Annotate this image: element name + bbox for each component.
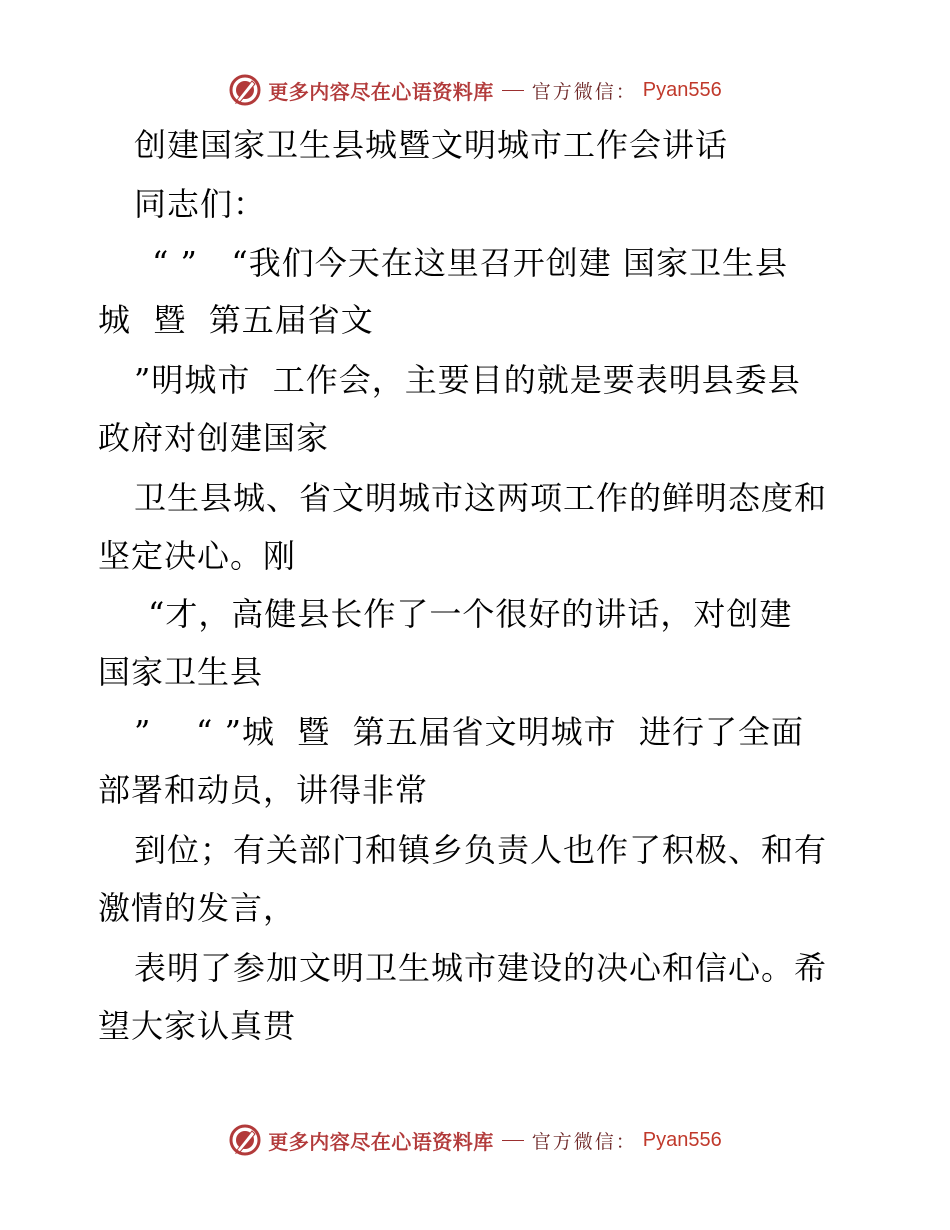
banner-wechat-label: 官方微信： <box>531 1130 637 1153</box>
salutation: 同志们： <box>134 185 267 223</box>
pen-logo-icon <box>228 1123 262 1157</box>
banner-wechat-id: Pyan556 <box>642 1128 722 1151</box>
paragraph-line: 坚定决心。刚 <box>98 537 297 575</box>
footer-banner <box>0 1118 950 1162</box>
banner-wechat-id: Pyan556 <box>642 78 722 101</box>
paragraph-line: 激情的发言， <box>98 889 297 927</box>
pen-logo-icon <box>228 73 262 107</box>
paragraph-line: ”明城市 工作会，主要目的就是要表明县委县 <box>134 361 801 399</box>
paragraph-line: “才，高健县长作了一个很好的讲话，对创建 <box>148 595 793 633</box>
banner-dash <box>502 1140 524 1141</box>
paragraph-line: ” “ ”城 暨 第五届省文明城市 进行了全面 <box>134 713 804 751</box>
document-title: 创建国家卫生县城暨文明城市工作会讲话 <box>134 126 729 164</box>
header-banner <box>0 68 950 112</box>
paragraph-line: 城 暨 第五届省文 <box>98 301 374 339</box>
banner-wechat-label: 官方微信： <box>531 80 637 103</box>
paragraph-line: 卫生县城、省文明城市这两项工作的鲜明态度和 <box>134 479 828 517</box>
banner-dash <box>502 90 524 91</box>
paragraph-line: 国家卫生县 <box>98 653 264 691</box>
paragraph-line: 望大家认真贯 <box>98 1007 297 1045</box>
paragraph-line: “ ” “我们今天在这里召开创建 国家卫生县 <box>152 244 788 282</box>
paragraph-line: 部署和动员，讲得非常 <box>98 771 429 809</box>
paragraph-line: 政府对创建国家 <box>98 419 330 457</box>
paragraph-line: 表明了参加文明卫生城市建设的决心和信心。希 <box>134 949 828 987</box>
banner-brand-text: 更多内容尽在心语资料库 <box>268 79 494 104</box>
banner-brand-text: 更多内容尽在心语资料库 <box>268 1129 494 1154</box>
paragraph-line: 到位；有关部门和镇乡负责人也作了积极、和有 <box>134 831 828 869</box>
